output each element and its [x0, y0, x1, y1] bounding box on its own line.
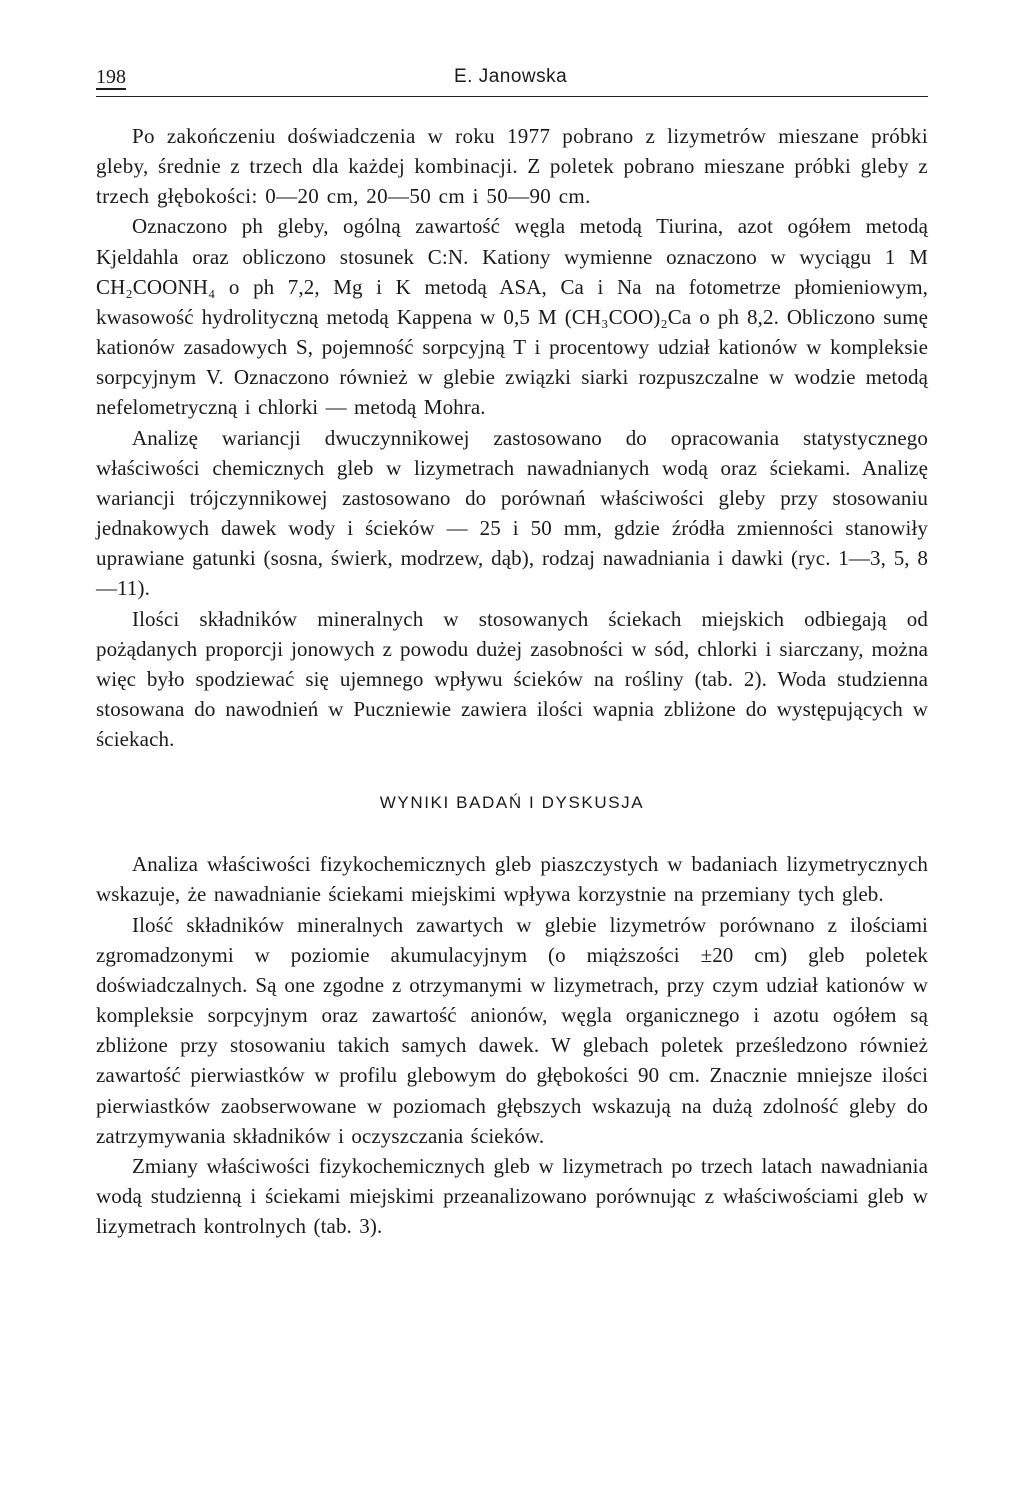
paragraph-results-comparison: Ilość składników mineralnych zawartych w glebie lizymetrów porównano z ilościami zgromadzonymi w poziomie akumulacyjnym (o miąższości ±20 cm) gleb poletek doświadczalnych. Są one zgodne z otrzymanymi w lizymetrach, przy czym udział kationów w kompleksie sorpcyjnym oraz zawartość anionów, węgla organicznego i azotu ogółem są zbliżone przy stosowaniu takich samych dawek. W glebach poletek prześledzono również zawartość pierwiastków w profilu glebowym do głębokości 90 cm. Znacznie mniejsze ilości pierwiastków zaobserwowane w poziomach głębszych wskazują na dużą zdolność gleby do zatrzymywania składników i oczyszczania ścieków. — [96, 912, 928, 1148]
paragraph-sampling: Po zakończeniu doświadczenia w roku 1977 pobrano z lizymetrów mieszane próbki gleby, średnie z trzech dla każdej kombinacji. Z poletek pobrano mieszane próbki gleby z trzech głębokości: 0—20 cm, 20—50 cm i 50—90 cm. — [96, 124, 928, 209]
page-number: 198 — [96, 66, 126, 88]
running-head-author: E. Janowska — [454, 66, 568, 87]
paragraph-results-changes: Zmiany właściwości fizykochemicznych gleb w lizymetrach po trzech latach nawadniania wodą studzienną i ściekami miejskimi przeanalizowano porównując z właściwościami gleb w lizymetrach kontrolnych (tab. 3). — [96, 1153, 928, 1239]
page-body — [96, 121, 928, 1241]
paragraph-analytical-methods: Oznaczono ph gleby, ogólną zawartość węgla metodą Tiurina, azot ogółem metodą Kjeldahla oraz obliczono stosunek C:N. Kationy wymienne oznaczono w wyciągu 1 M CH₂COONH₄ o ph 7,2, Mg i K metodą ASA, Ca i Na na fotometrze płomieniowym, kwasowość hydrolityczną metodą Kappena w 0,5 M (CH₃COO)₂Ca o ph 8,2. Obliczono sumę kationów zasadowych S, pojemność sorpcyjną T i procentowy udział kationów w kompleksie sorpcyjnym V. Oznaczono również w glebie związki siarki rozpuszczalne w wodzie metodą nefelometryczną i chlorki — metodą Mohra. — [96, 214, 928, 420]
paragraph-results-intro: Analiza właściwości fizykochemicznych gleb piaszczystych w badaniach lizymetrycznych wskazuje, że nawadnianie ściekami miejskimi wpływa korzystnie na przemiany tych gleb. — [96, 852, 928, 907]
paragraph-wastewater-composition: Ilości składników mineralnych w stosowanych ściekach miejskich odbiegają od pożądanych proporcji jonowych z powodu dużej zasobności w sód, chlorki i siarczany, można więc było spodziewać się ujemnego wpływu ścieków na rośliny (tab. 2). Woda studzienna stosowana do nawodnień w Puczniewie zawiera ilości wapnia zbliżone do występujących w ściekach. — [96, 606, 928, 752]
section-heading: WYNIKI BADAŃ I DYSKUSJA — [379, 793, 645, 813]
page-header — [96, 64, 928, 97]
paragraph-statistics: Analizę wariancji dwuczynnikowej zastosowano do opracowania statystycznego właściwości chemicznych gleb w lizymetrach nawadnianych wodą oraz ściekami. Analizę wariancji trójczynnikowej zastosowano do porównań właściwości gleby przy stosowaniu jednakowych dawek wody i ścieków — 25 i 50 mm, gdzie źródła zmienności stanowiły uprawiane gatunki (sosna, świerk, modrzew, dąb), rodzaj nawadniania i dawki (ryc. 1—3, 5, 8—11). — [96, 425, 928, 601]
